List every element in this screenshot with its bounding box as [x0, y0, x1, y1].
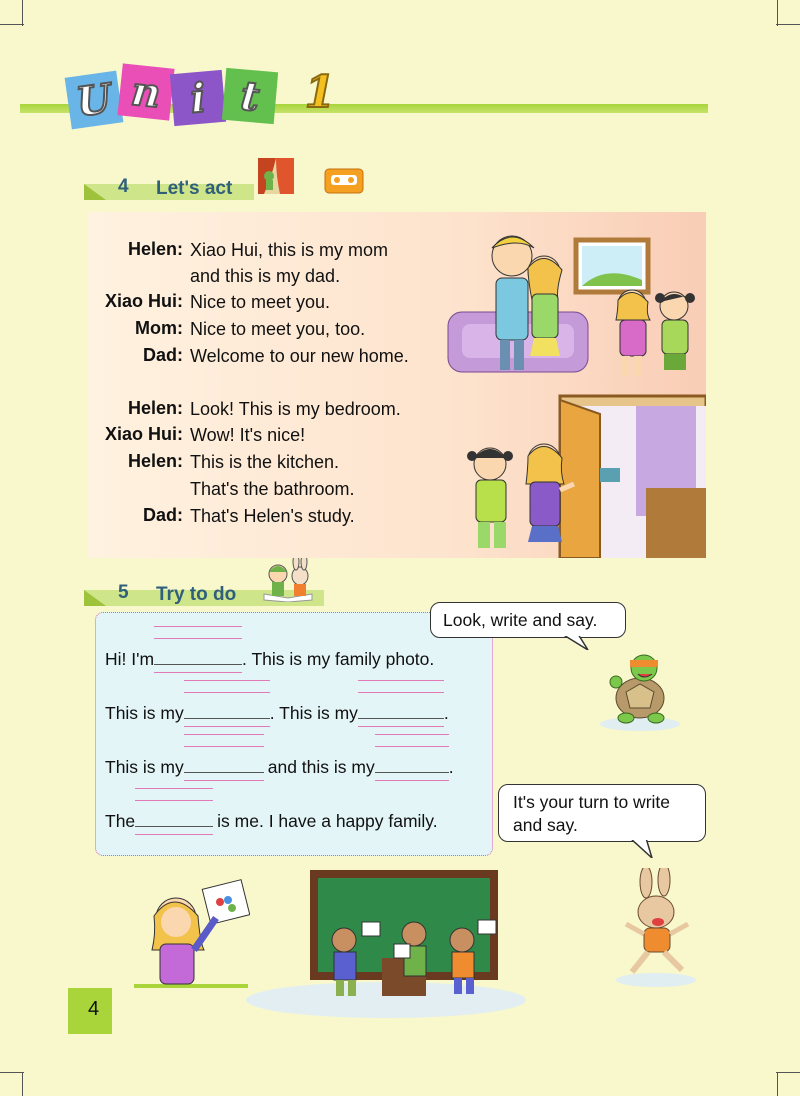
crop-mark: [776, 24, 800, 25]
speaker-cell: [90, 318, 183, 344]
crop-mark: [776, 1072, 800, 1073]
exercise-text: .: [443, 703, 449, 723]
page-number-badge: [68, 988, 112, 1034]
unit-number: 1: [304, 66, 336, 118]
speaker-cell: [90, 345, 183, 371]
bubble-tail: [560, 634, 590, 650]
speaker-cell: [90, 451, 183, 477]
dialogue-text: Nice to meet you, too.: [190, 319, 366, 339]
dialogue-text: Look! This is my bedroom.: [190, 399, 401, 419]
speaker-cell: [90, 424, 183, 450]
exercise-text: The: [105, 811, 136, 831]
reading-children-icon: [260, 558, 316, 602]
dialogue-text: That's Helen's study.: [190, 506, 355, 526]
speaker-label: Dad:: [143, 505, 183, 525]
speaker-label: Xiao Hui:: [104, 291, 183, 311]
answer-blank[interactable]: [375, 756, 449, 773]
exercise-text: Hi! I'm: [105, 649, 155, 669]
exercise-text: . This is my family photo.: [242, 649, 435, 669]
section-title: Try to do: [156, 584, 237, 605]
exercise-line-3: [105, 756, 454, 778]
dialogue-text: and this is my dad.: [190, 266, 341, 286]
section-number: 5: [118, 582, 129, 603]
dialogue-text: That's the bathroom.: [190, 479, 355, 499]
unit-letter-tile: i: [170, 70, 226, 126]
answer-blank[interactable]: [135, 810, 213, 827]
section-number: 4: [118, 176, 129, 197]
section-heading-lets-act: [84, 174, 374, 200]
speaker-cell: [90, 398, 183, 424]
girl-with-photo-illustration: [134, 878, 250, 990]
exercise-text: This is my: [105, 703, 184, 723]
heading-notch: [84, 590, 106, 606]
exercise-line-4: [105, 810, 438, 832]
dialogue-text: This is the kitchen.: [190, 452, 340, 472]
answer-blank[interactable]: [184, 702, 270, 719]
dialogue-text: Xiao Hui, this is my mom: [190, 240, 389, 260]
section-title: Let's act: [156, 178, 233, 199]
cassette-tape-icon: [324, 168, 364, 194]
exercise-line-1: [105, 648, 434, 670]
unit-letter-tile: U: [65, 71, 124, 130]
speaker-label: Helen:: [127, 398, 183, 418]
answer-blank[interactable]: [358, 702, 444, 719]
speaker-cell: [90, 505, 183, 531]
classroom-blackboard-illustration: [244, 870, 528, 1020]
dialogue-text: Welcome to our new home.: [190, 346, 409, 366]
crop-mark: [22, 1072, 23, 1096]
bubble-tail: [626, 838, 656, 858]
dialogue-text: Wow! It's nice!: [190, 425, 306, 445]
speaker-label: Helen:: [127, 239, 183, 259]
exercise-text: is me. I have a happy family.: [217, 811, 438, 831]
answer-blank[interactable]: [184, 756, 264, 773]
bubble-text: Look, write and say.: [443, 610, 598, 630]
speaker-label: Mom:: [135, 318, 183, 338]
turtle-character: [596, 652, 684, 732]
exercise-text: and this is my: [267, 757, 375, 777]
unit-letter-tile: t: [222, 68, 278, 124]
speaker-label: Helen:: [127, 451, 183, 471]
living-room-illustration: [446, 220, 706, 380]
crop-mark: [777, 0, 778, 26]
bubble-text-line-2: and say.: [513, 815, 578, 835]
curtain-icon: [254, 154, 298, 198]
bubble-text-line-1: It's your turn to write: [513, 792, 671, 812]
heading-notch: [84, 184, 106, 200]
speaker-cell: [90, 291, 183, 317]
crop-mark: [777, 1072, 778, 1096]
speaker-cell: [90, 239, 183, 265]
crop-mark: [22, 0, 23, 26]
page-number: 4: [88, 998, 100, 1020]
answer-blank[interactable]: [154, 648, 242, 665]
crop-mark: [0, 1072, 24, 1073]
exercise-text: .: [448, 757, 454, 777]
exercise-line-2: [105, 702, 449, 724]
exercise-text: . This is my: [269, 703, 358, 723]
speaker-label: Xiao Hui:: [104, 424, 183, 444]
section-heading-try-to-do: [84, 580, 334, 606]
exercise-text: This is my: [105, 757, 184, 777]
crop-mark: [0, 24, 24, 25]
speaker-label: Dad:: [143, 345, 183, 365]
dialogue-text: Nice to meet you.: [190, 292, 331, 312]
speech-bubble-rabbit: [498, 784, 706, 842]
unit-letter-tile: n: [117, 63, 174, 120]
rabbit-character: [608, 868, 704, 988]
unit-title: [68, 62, 368, 132]
bedroom-door-illustration: [450, 392, 706, 558]
speech-bubble-turtle: [430, 602, 626, 638]
